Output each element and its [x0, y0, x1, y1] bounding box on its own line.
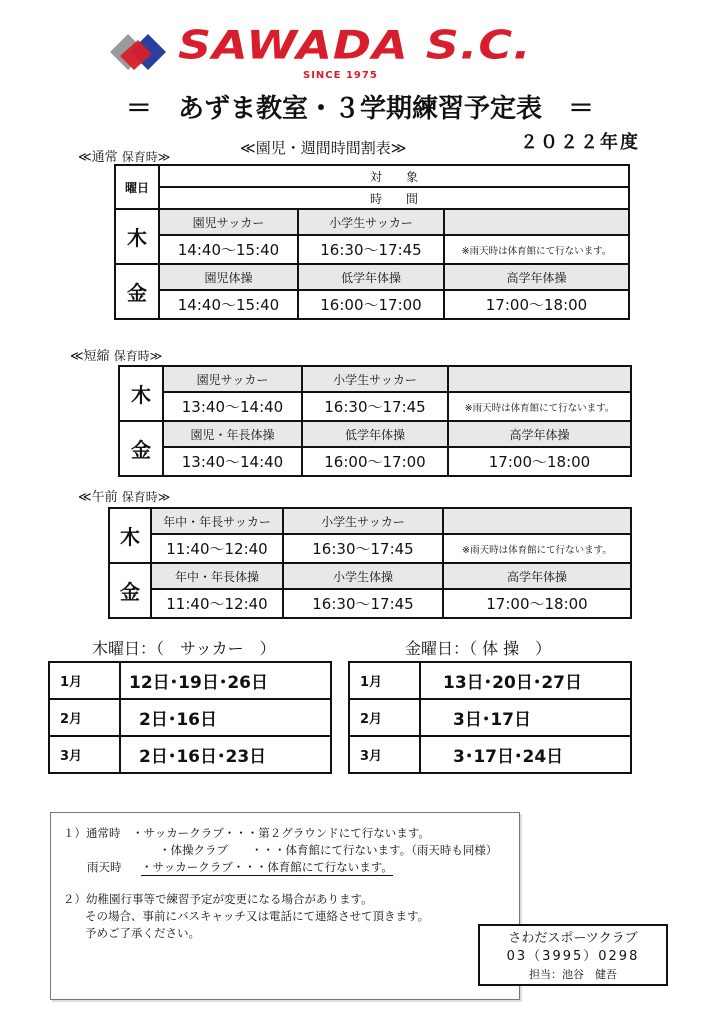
- note-line: １）通常時 ・サッカークラブ・・・第２グラウンドにて行ないます。: [63, 826, 430, 840]
- time-cell: 17:00～18:00: [448, 447, 631, 476]
- class-header: [444, 209, 629, 235]
- since-text: SINCE 1975: [303, 70, 378, 81]
- class-header: 小学生サッカー: [302, 366, 448, 392]
- day-cell: 金: [115, 264, 159, 319]
- note-line: 予めご了承ください。: [85, 926, 200, 940]
- days-cell: 13日･20日･27日: [420, 662, 631, 699]
- head-time: 時 間: [159, 187, 629, 209]
- brand-name: SAWADA S.C.: [178, 22, 532, 68]
- class-header: 年中・年長体操: [151, 563, 283, 589]
- time-cell: 16:30～17:45: [302, 392, 448, 421]
- head-target: 対 象: [159, 165, 629, 187]
- class-header: 高学年体操: [444, 264, 629, 290]
- section-label-main: ≪短縮: [70, 349, 110, 364]
- time-cell: 17:00～18:00: [443, 589, 631, 618]
- thursday-dates-title: 木曜日：（ サッカー ）: [92, 639, 276, 658]
- class-header: 高学年体操: [443, 563, 631, 589]
- sawada-logo: [108, 22, 538, 84]
- time-cell: 14:40～15:40: [159, 235, 298, 264]
- time-cell: 13:40～14:40: [163, 392, 302, 421]
- subtitle: ≪園児・週間時間割表≫: [240, 139, 407, 157]
- title-left-mark: ＝: [125, 94, 152, 124]
- class-header: 小学生体操: [283, 563, 443, 589]
- schedule-table-normal: [114, 164, 630, 320]
- month-cell: 1月: [49, 662, 120, 699]
- class-header: 低学年体操: [302, 421, 448, 447]
- phone-number: 03（3995）0298: [506, 949, 640, 964]
- day-cell: 木: [109, 508, 151, 563]
- time-cell: 13:40～14:40: [163, 447, 302, 476]
- month-cell: 3月: [349, 736, 420, 773]
- school-year: ２０２２年度: [520, 132, 640, 153]
- month-cell: 1月: [349, 662, 420, 699]
- time-cell: 16:00～17:00: [302, 447, 448, 476]
- staff-name: 担当：池谷 健吾: [529, 968, 617, 981]
- class-header: 高学年体操: [448, 421, 631, 447]
- day-cell: 金: [119, 421, 163, 476]
- note-line: ２）幼稚園行事等で練習予定が変更になる場合があります。: [63, 892, 373, 906]
- section-label-sub: 保育時≫: [121, 150, 171, 164]
- thursday-dates-table: [48, 661, 332, 774]
- class-header: 園児・年長体操: [163, 421, 302, 447]
- class-header: [448, 366, 631, 392]
- section-label-morning: [78, 486, 170, 505]
- friday-dates-title: 金曜日：（ 体 操 ）: [405, 639, 552, 658]
- days-cell: 2日･16日: [120, 699, 331, 736]
- time-cell: 16:30～17:45: [283, 534, 443, 563]
- time-cell: 16:00～17:00: [298, 290, 444, 319]
- time-cell: 11:40～12:40: [151, 589, 283, 618]
- section-label-sub: 保育時≫: [113, 349, 163, 363]
- club-name: さわだスポーツクラブ: [508, 931, 638, 946]
- month-cell: 2月: [349, 699, 420, 736]
- month-cell: 2月: [49, 699, 120, 736]
- rain-note: ※雨天時は体育館にて行ないます。: [444, 235, 629, 264]
- time-cell: 16:30～17:45: [298, 235, 444, 264]
- note-line: ・体操クラブ ・・・体育館にて行ないます。（雨天時も同様）: [159, 843, 498, 857]
- day-cell: 木: [115, 209, 159, 264]
- day-cell: 木: [119, 366, 163, 421]
- days-cell: 3日･17日: [420, 699, 631, 736]
- class-header: 園児体操: [159, 264, 298, 290]
- days-cell: 3･17日･24日: [420, 736, 631, 773]
- notes-box: [50, 812, 520, 1000]
- section-label-main: ≪通常: [78, 150, 118, 165]
- title-text: あずま教室・３学期練習予定表: [177, 94, 542, 124]
- class-header: 低学年体操: [298, 264, 444, 290]
- days-cell: 12日･19日･26日: [120, 662, 331, 699]
- section-label-normal: [78, 146, 170, 165]
- time-cell: 11:40～12:40: [151, 534, 283, 563]
- schedule-table-short: [118, 365, 632, 477]
- note-line: 雨天時: [87, 860, 122, 874]
- class-header: 園児サッカー: [163, 366, 302, 392]
- days-cell: 2日･16日･23日: [120, 736, 331, 773]
- title-right-mark: ＝: [568, 94, 595, 124]
- class-header: 園児サッカー: [159, 209, 298, 235]
- note-line: ・サッカークラブ・・・体育館にて行ないます。: [141, 860, 393, 874]
- time-cell: 17:00～18:00: [444, 290, 629, 319]
- class-header: 年中・年長サッカー: [151, 508, 283, 534]
- section-label-short: [70, 345, 162, 364]
- head-day: 曜日: [115, 165, 159, 209]
- class-header: [443, 508, 631, 534]
- time-cell: 16:30～17:45: [283, 589, 443, 618]
- rain-note: ※雨天時は体育館にて行ないます。: [448, 392, 631, 421]
- class-header: 小学生サッカー: [298, 209, 444, 235]
- contact-box: [478, 924, 668, 986]
- day-cell: 金: [109, 563, 151, 618]
- note-line: その場合、事前にバスキャッチ又は電話にて連絡させて頂きます。: [85, 909, 430, 923]
- rain-note: ※雨天時は体育館にて行ないます。: [443, 534, 631, 563]
- time-cell: 14:40～15:40: [159, 290, 298, 319]
- schedule-table-morning: [108, 507, 632, 619]
- class-header: 小学生サッカー: [283, 508, 443, 534]
- page-title: [60, 88, 660, 125]
- friday-dates-table: [348, 661, 632, 774]
- section-label-sub: 保育時≫: [121, 490, 171, 504]
- section-label-main: ≪午前: [78, 490, 118, 505]
- month-cell: 3月: [49, 736, 120, 773]
- logo-mark-icon: [108, 32, 170, 72]
